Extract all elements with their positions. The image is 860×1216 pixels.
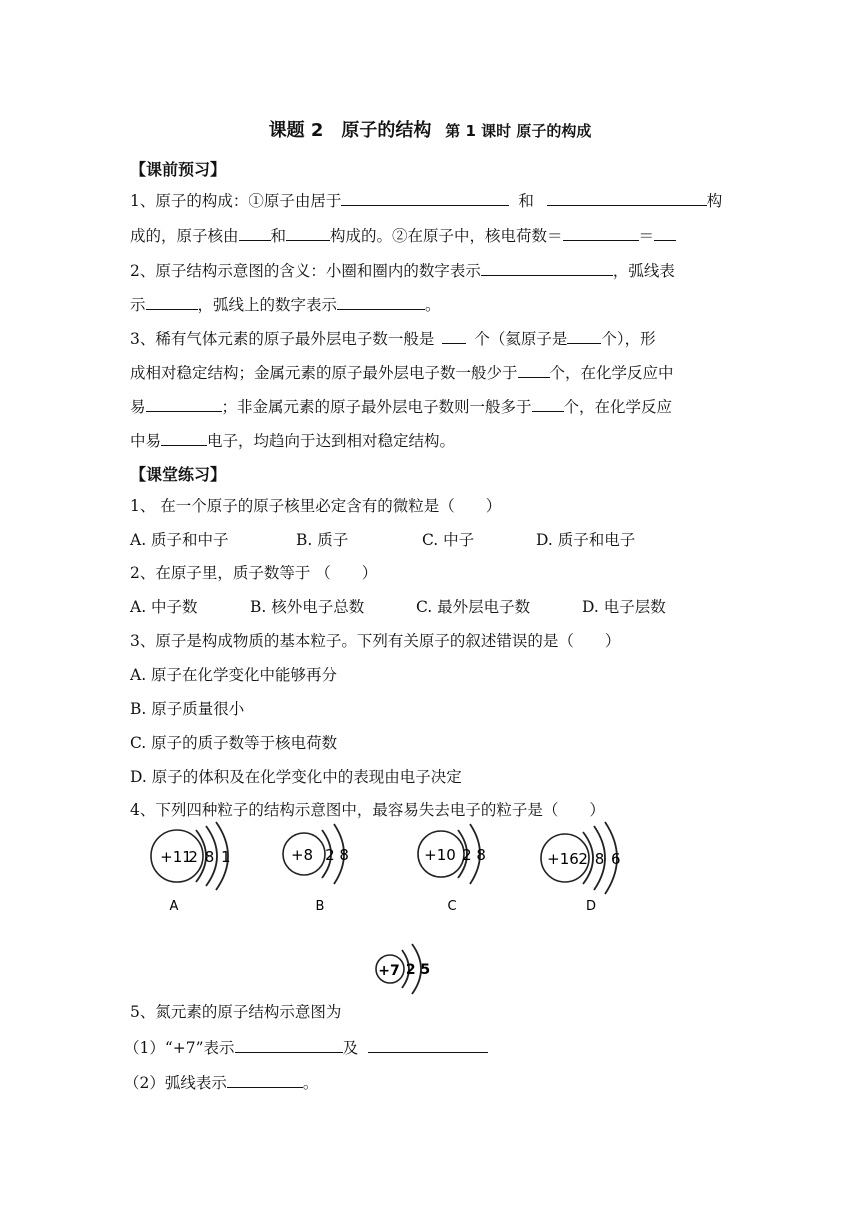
atom-diagram-b[interactable]: [283, 824, 349, 914]
option-c[interactable]: C. 中子: [422, 531, 475, 549]
option-d[interactable]: D. 电子层数: [582, 598, 666, 616]
blank[interactable]: [563, 225, 639, 241]
nucleus-label: +10: [424, 846, 456, 864]
q2-text-e: 。: [425, 296, 441, 314]
blank[interactable]: [567, 328, 601, 344]
q1-text-b: 和: [518, 192, 534, 210]
shell-numbers: 2 8: [325, 846, 349, 864]
q3-text-e: 个，在化学反应中: [549, 364, 674, 382]
blank[interactable]: [368, 1037, 488, 1053]
practice-q3: 3、原子是构成物质的基本粒子。下列有关原子的叙述错误的是（ ）: [130, 632, 621, 650]
nucleus-label: +16: [547, 850, 579, 868]
q2-text-c: 示: [130, 296, 146, 314]
q1-text-e: 和: [270, 227, 287, 245]
option-d[interactable]: D. 质子和电子: [536, 531, 636, 549]
practice-q4: 4、下列四种粒子的结构示意图中，最容易失去电子的粒子是（ ）: [130, 801, 605, 819]
diagram-label: A: [169, 899, 179, 914]
q3-text-j: 电子，均趋向于达到相对稳定结构。: [207, 432, 456, 450]
practice-q2: 2、在原子里，质子数等于 （ ）: [130, 564, 378, 582]
nitrogen-nucleus: +7: [378, 963, 400, 979]
preview-q2-line2: [130, 294, 441, 315]
blank[interactable]: [146, 396, 222, 412]
blank[interactable]: [442, 328, 466, 344]
q1-text-d: 成的，原子核由: [130, 227, 239, 245]
q5-2-text-a: （2）弧线表示: [124, 1074, 227, 1092]
practice-q5-2: [124, 1072, 318, 1093]
option-b[interactable]: B. 质子: [296, 531, 349, 549]
diagram-label: C: [447, 899, 457, 914]
option-b[interactable]: B. 原子质量很小: [130, 700, 245, 718]
option-c[interactable]: C. 原子的质子数等于核电荷数: [130, 734, 338, 752]
option-c[interactable]: C. 最外层电子数: [416, 598, 531, 616]
preview-heading: 【课前预习】: [130, 160, 227, 179]
atom-diagrams: [0, 820, 860, 920]
blank[interactable]: [161, 430, 207, 446]
blank[interactable]: [337, 294, 425, 310]
blank[interactable]: [518, 362, 550, 378]
diagram-label: D: [585, 899, 597, 914]
preview-q3-line4: [130, 430, 455, 451]
q1-text-f: 构成的。②在原子中，核电荷数＝: [330, 227, 563, 245]
practice-q5: 5、氮元素的原子结构示意图为: [130, 1003, 342, 1021]
blank[interactable]: [481, 260, 613, 276]
q3-text-d: 成相对稳定结构；金属元素的原子最外层电子数一般少于: [130, 364, 518, 382]
title-sub: 第 1 课时 原子的构成: [445, 122, 592, 140]
practice-q5-1: [124, 1037, 488, 1058]
shell-numbers: 2 8: [462, 846, 486, 864]
diagram-label: B: [315, 899, 325, 914]
q1-text-c: 构: [706, 192, 723, 210]
preview-q1-line2: [130, 225, 676, 246]
q5-1-text-b: 及: [342, 1039, 359, 1057]
preview-q2-line1: [130, 260, 675, 281]
atom-diagram-a[interactable]: [151, 822, 232, 914]
option-d[interactable]: D. 原子的体积及在化学变化中的表现由电子决定: [130, 768, 462, 786]
q1-text-a: 1、原子的构成：①原子由居于: [130, 192, 342, 210]
blank[interactable]: [341, 190, 509, 206]
preview-q3-line3: [130, 396, 672, 417]
blank[interactable]: [146, 294, 198, 310]
q2-text-a: 2、原子结构示意图的含义：小圈和圈内的数字表示: [130, 262, 481, 280]
title-main: 课题 2 原子的结构: [268, 120, 432, 141]
blank[interactable]: [227, 1072, 303, 1088]
blank[interactable]: [547, 190, 707, 206]
nitrogen-shells: 2 5: [405, 962, 431, 978]
blank[interactable]: [239, 225, 271, 241]
option-a[interactable]: A. 原子在化学变化中能够再分: [130, 666, 338, 684]
option-a[interactable]: A. 中子数: [130, 598, 198, 616]
option-b[interactable]: B. 核外电子总数: [250, 598, 365, 616]
blank[interactable]: [532, 396, 564, 412]
blank[interactable]: [654, 225, 676, 241]
page-title: [0, 116, 860, 142]
q3-text-c: 个），形: [601, 330, 656, 348]
q3-text-h: 个，在化学反应: [563, 398, 673, 416]
q1-text-g: ＝: [638, 227, 655, 245]
blank[interactable]: [235, 1037, 343, 1053]
nucleus-label: +8: [290, 846, 314, 864]
q5-1-text-a: （1）“+7”表示: [124, 1039, 235, 1057]
atom-diagram-c[interactable]: [418, 824, 486, 914]
q3-text-a: 3、稀有气体元素的原子最外层电子数一般是: [130, 330, 435, 348]
option-a[interactable]: A. 质子和中子: [130, 531, 229, 549]
blank[interactable]: [286, 225, 330, 241]
q5-2-text-b: 。: [302, 1074, 319, 1092]
q2-text-b: ，弧线表: [612, 262, 675, 280]
q3-text-b: 个（氦原子是: [474, 330, 568, 348]
shell-numbers: 2 8 6: [578, 850, 622, 868]
preview-q3-line1: [130, 328, 656, 349]
q3-text-g: ；非金属元素的原子最外层电子数则一般多于: [221, 398, 532, 416]
q2-text-d: ，弧线上的数字表示: [197, 296, 338, 314]
q3-text-f: 易: [130, 398, 146, 416]
atom-diagram-d[interactable]: [541, 822, 622, 914]
preview-q3-line2: [130, 362, 674, 383]
practice-heading: 【课堂练习】: [130, 465, 227, 484]
q3-text-i: 中易: [130, 432, 162, 450]
shell-numbers: 2 8 1: [188, 848, 232, 866]
preview-q1-line1: [130, 190, 722, 211]
nitrogen-diagram: [360, 934, 480, 1004]
practice-q1: 1、 在一个原子的原子核里必定含有的微粒是（ ）: [130, 497, 502, 515]
nucleus-label: +11: [160, 848, 192, 866]
